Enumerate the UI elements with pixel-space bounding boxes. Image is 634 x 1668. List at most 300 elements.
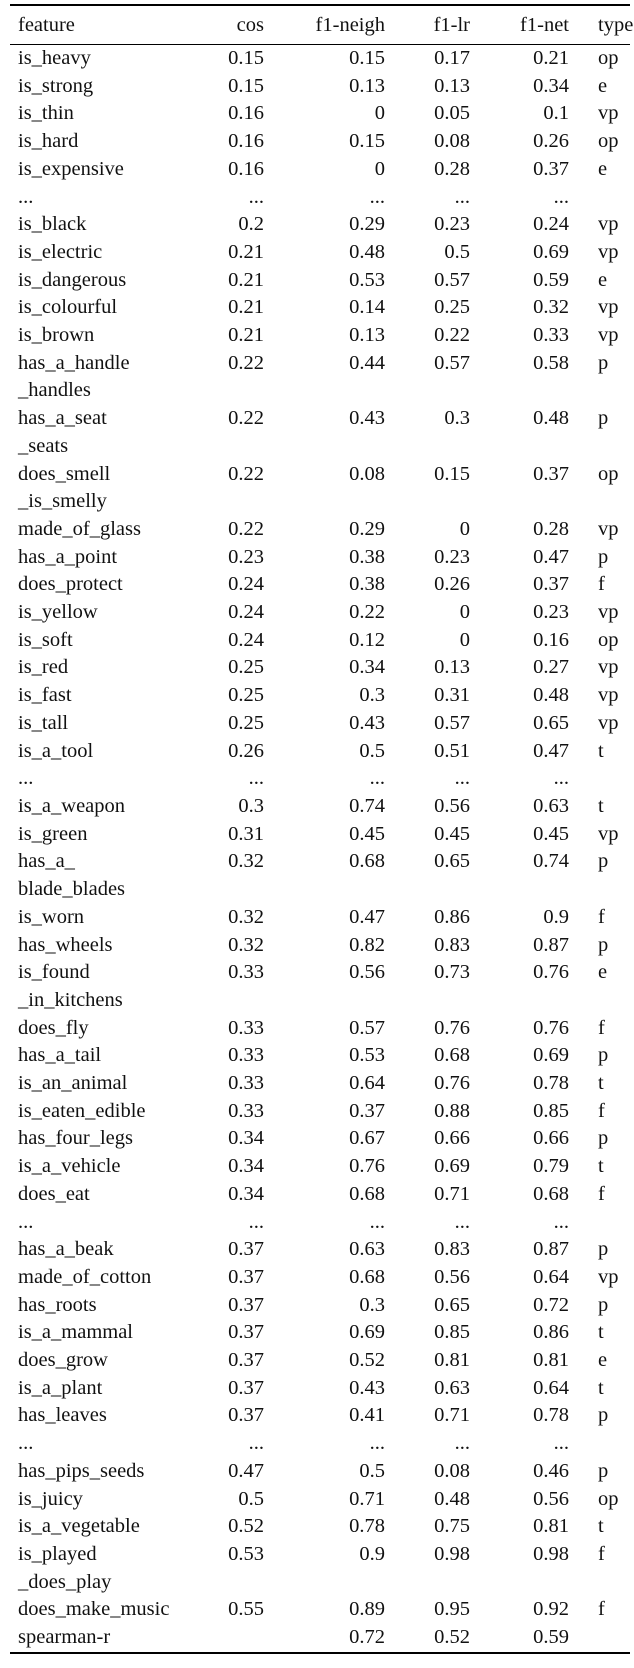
cell-type: p (598, 545, 609, 568)
cell-type (573, 184, 630, 212)
cell-f1-neigh: 0.76 (349, 1155, 385, 1178)
cell-cos: 0.21 (228, 240, 264, 263)
cell-f1-lr: 0.83 (434, 1238, 470, 1261)
feature-label-continued: _handles (18, 379, 91, 402)
cell-feature (10, 1402, 202, 1430)
cell-feature (10, 599, 202, 627)
cell-f1-net: 0.56 (533, 1487, 569, 1510)
cell-f1-lr: 0.86 (434, 905, 470, 928)
cell-f1-lr: 0.88 (434, 1099, 470, 1122)
cell-cos: 0.33 (228, 1044, 264, 1067)
cell-f1-neigh: 0.67 (349, 1127, 385, 1150)
cell-feature (10, 544, 202, 572)
cell-feature (10, 1181, 202, 1209)
cell-type: op (598, 130, 619, 153)
cell-cos: 0.22 (228, 351, 264, 374)
feature-label: is_juicy (18, 1487, 83, 1510)
cell-cos: 0.37 (228, 1238, 264, 1261)
feature-label: is_a_vegetable (18, 1515, 140, 1538)
feature-label: ... (18, 1210, 34, 1233)
cell-feature (10, 1292, 202, 1320)
cell-f1-net: 0.78 (533, 1404, 569, 1427)
cell-f1-net: 0.26 (533, 130, 569, 153)
cell-type: f (598, 1182, 605, 1205)
cell-f1-neigh: 0.68 (349, 1182, 385, 1205)
feature-label: does_eat (18, 1182, 90, 1205)
cell-cos: 0.15 (228, 74, 264, 97)
cell-feature (10, 184, 202, 212)
cell-type: e (598, 268, 608, 291)
cell-f1-lr: 0.45 (434, 822, 470, 845)
cell-cos: 0.24 (228, 573, 264, 596)
cell-feature (10, 1347, 202, 1375)
cell-f1-neigh: 0.53 (349, 1044, 385, 1067)
cell-type (573, 765, 630, 793)
cell-type: p (598, 1404, 609, 1427)
cell-cos: 0.37 (228, 1376, 264, 1399)
cell-feature (10, 350, 202, 405)
cell-f1-net: 0.37 (533, 157, 569, 180)
cell-f1-net: 0.85 (533, 1099, 569, 1122)
table-row (10, 267, 630, 295)
cell-f1-neigh: 0.38 (349, 573, 385, 596)
table-row (10, 1125, 630, 1153)
cell-f1-net: 0.47 (533, 739, 569, 762)
cell-f1-neigh: 0.48 (349, 240, 385, 263)
cell-f1-neigh: 0.63 (349, 1238, 385, 1261)
cell-feature (10, 156, 202, 184)
cell-feature (10, 793, 202, 821)
cell-feature (10, 654, 202, 682)
table-row (10, 821, 630, 849)
table-row (10, 1042, 630, 1070)
cell-feature (10, 627, 202, 655)
table-row (10, 1153, 630, 1181)
table-row (10, 294, 630, 322)
cell-f1-lr: ... (454, 767, 470, 790)
cell-feature (10, 461, 202, 516)
cell-type: e (598, 1349, 608, 1372)
feature-label: is_a_tool (18, 739, 94, 762)
cell-f1-neigh: 0.29 (349, 213, 385, 236)
cell-f1-lr: 0.28 (434, 157, 470, 180)
feature-label: ... (18, 767, 34, 790)
feature-label: is_red (18, 656, 69, 679)
cell-f1-neigh: 0.37 (349, 1099, 385, 1122)
table-row (10, 1015, 630, 1043)
cell-feature (10, 1486, 202, 1514)
cell-f1-lr: 0.05 (434, 102, 470, 125)
feature-label: is_an_animal (18, 1072, 128, 1095)
cell-type: vp (598, 240, 619, 263)
cell-feature (10, 1042, 202, 1070)
cell-cos: 0.24 (228, 601, 264, 624)
feature-label: is_a_vehicle (18, 1155, 121, 1178)
cell-f1-net: 0.45 (533, 822, 569, 845)
cell-f1-lr: 0.56 (434, 794, 470, 817)
table-row (10, 571, 630, 599)
cell-f1-lr: 0.57 (434, 268, 470, 291)
cell-f1-lr: 0.75 (434, 1515, 470, 1538)
table-row (10, 710, 630, 738)
cell-f1-net: 0.98 (533, 1542, 569, 1565)
table-row (10, 544, 630, 572)
cell-f1-net: 0.47 (533, 545, 569, 568)
cell-f1-lr: 0 (459, 628, 470, 651)
feature-label: does_protect (18, 573, 123, 596)
cell-cos: 0.16 (228, 157, 264, 180)
cell-cos: 0.21 (228, 268, 264, 291)
cell-f1-lr: 0.57 (434, 351, 470, 374)
cell-feature (10, 128, 202, 156)
cell-cos: 0.37 (228, 1293, 264, 1316)
feature-label: does_smell (18, 462, 111, 485)
cell-cos: 0.37 (228, 1404, 264, 1427)
feature-label: is_tall (18, 711, 69, 734)
cell-feature (10, 1624, 202, 1653)
cell-f1-lr: 0.76 (434, 1072, 470, 1095)
feature-label: has_roots (18, 1293, 97, 1316)
cell-f1-neigh: 0.78 (349, 1515, 385, 1538)
cell-cos: 0.34 (228, 1182, 264, 1205)
cell-f1-neigh: 0.68 (349, 850, 385, 873)
feature-label: made_of_glass (18, 517, 141, 540)
cell-f1-net: ... (553, 1210, 569, 1233)
cell-f1-neigh: ... (369, 1432, 385, 1455)
cell-f1-lr: 0.65 (434, 1293, 470, 1316)
feature-label: is_a_weapon (18, 794, 126, 817)
feature-label: has_four_legs (18, 1127, 134, 1150)
cell-type (573, 1624, 630, 1653)
cell-cos: 0.5 (238, 1487, 264, 1510)
table-row (10, 959, 630, 1014)
feature-label: is_yellow (18, 601, 98, 624)
cell-cos: 0.26 (228, 739, 264, 762)
cell-feature (10, 516, 202, 544)
cell-f1-lr: 0.71 (434, 1182, 470, 1205)
cell-feature (10, 1125, 202, 1153)
cell-f1-neigh: 0.29 (349, 517, 385, 540)
cell-cos: 0.22 (228, 462, 264, 485)
table-row (10, 128, 630, 156)
cell-f1-lr: 0.56 (434, 1265, 470, 1288)
feature-label: does_fly (18, 1016, 89, 1039)
cell-cos: 0.37 (228, 1265, 264, 1288)
table-row (10, 73, 630, 101)
cell-f1-neigh: 0.71 (349, 1487, 385, 1510)
cell-cos: 0.34 (228, 1155, 264, 1178)
feature-label-continued: _is_smelly (18, 490, 107, 513)
cell-cos: 0.32 (228, 905, 264, 928)
feature-label: is_black (18, 213, 87, 236)
cell-feature (10, 571, 202, 599)
cell-cos: 0.23 (228, 545, 264, 568)
feature-label: has_a_point (18, 545, 118, 568)
cell-feature (10, 239, 202, 267)
cell-f1-lr: 0.51 (434, 739, 470, 762)
cell-f1-lr: 0.63 (434, 1376, 470, 1399)
cell-cos: 0.52 (228, 1515, 264, 1538)
table-row (10, 1430, 630, 1458)
cell-f1-neigh: 0.45 (349, 822, 385, 845)
cell-feature (10, 1098, 202, 1126)
cell-type: e (598, 961, 608, 984)
cell-f1-net: ... (553, 767, 569, 790)
cell-f1-neigh: ... (369, 185, 385, 208)
cell-f1-neigh: 0.52 (349, 1349, 385, 1372)
table-header-row (10, 5, 630, 45)
header-f1-neigh: f1-neigh (315, 14, 385, 36)
cell-type: t (598, 794, 604, 817)
cell-feature (10, 682, 202, 710)
table-row (10, 461, 630, 516)
table-row (10, 848, 630, 903)
feature-label: ... (18, 1432, 34, 1455)
header-feature: feature (18, 14, 75, 36)
cell-type: vp (598, 822, 619, 845)
cell-feature (10, 211, 202, 239)
cell-f1-neigh: 0.47 (349, 905, 385, 928)
cell-f1-net: 0.69 (533, 1044, 569, 1067)
cell-f1-net: 0.1 (543, 102, 569, 125)
cell-type: f (598, 1099, 605, 1122)
cell-f1-neigh: 0.44 (349, 351, 385, 374)
cell-type: e (598, 74, 608, 97)
table-row (10, 405, 630, 460)
cell-f1-net: 0.59 (533, 268, 569, 291)
cell-f1-neigh: 0 (374, 102, 385, 125)
cell-f1-net: 0.66 (533, 1127, 569, 1150)
cell-f1-lr: 0.48 (434, 1487, 470, 1510)
cell-feature (10, 959, 202, 1014)
cell-f1-net: 0.68 (533, 1182, 569, 1205)
cell-f1-net: 0.16 (533, 628, 569, 651)
cell-f1-net: ... (553, 1432, 569, 1455)
cell-f1-lr: 0.23 (434, 545, 470, 568)
cell-f1-net: 0.76 (533, 961, 569, 984)
feature-label: is_strong (18, 74, 94, 97)
table-row (10, 904, 630, 932)
cell-f1-lr: 0.31 (434, 684, 470, 707)
cell-type: vp (598, 601, 619, 624)
cell-f1-lr: 0.22 (434, 324, 470, 347)
results-table-container (10, 4, 634, 1654)
table-row (10, 1292, 630, 1320)
cell-type: p (598, 850, 609, 873)
cell-type: p (598, 351, 609, 374)
table-row (10, 1070, 630, 1098)
cell-f1-net: 0.37 (533, 573, 569, 596)
header-f1-lr: f1-lr (433, 14, 470, 36)
table-row (10, 239, 630, 267)
cell-type: e (598, 157, 608, 180)
cell-type: p (598, 1238, 609, 1261)
feature-label: is_dangerous (18, 268, 127, 291)
cell-f1-neigh: 0.34 (349, 656, 385, 679)
cell-f1-neigh: 0.56 (349, 961, 385, 984)
cell-cos: 0.16 (228, 102, 264, 125)
cell-type: p (598, 407, 609, 430)
cell-type: f (598, 1016, 605, 1039)
feature-label: is_soft (18, 628, 73, 651)
cell-feature (10, 267, 202, 295)
cell-cos: 0.53 (228, 1542, 264, 1565)
cell-feature (10, 100, 202, 128)
feature-label-continued: _seats (18, 434, 69, 457)
cell-f1-neigh: 0.14 (349, 296, 385, 319)
cell-f1-neigh: ... (369, 767, 385, 790)
cell-type: p (598, 1459, 609, 1482)
cell-feature (10, 1153, 202, 1181)
cell-feature (10, 1541, 202, 1596)
cell-type: op (598, 47, 619, 69)
cell-f1-lr: 0.83 (434, 933, 470, 956)
cell-type: p (598, 933, 609, 956)
cell-cos: 0.3 (238, 794, 264, 817)
cell-f1-neigh: 0.22 (349, 601, 385, 624)
cell-f1-net: ... (553, 185, 569, 208)
cell-f1-neigh: 0.13 (349, 324, 385, 347)
feature-label: is_a_mammal (18, 1321, 134, 1344)
feature-label: has_a_seat (18, 407, 107, 430)
cell-f1-net: 0.48 (533, 407, 569, 430)
cell-type: t (598, 739, 604, 762)
cell-type: t (598, 1515, 604, 1538)
cell-f1-lr: 0.5 (444, 240, 470, 263)
cell-cos: ... (248, 767, 264, 790)
cell-feature (10, 1513, 202, 1541)
cell-type: t (598, 1155, 604, 1178)
feature-label: ... (18, 185, 34, 208)
cell-f1-lr: 0.69 (434, 1155, 470, 1178)
table-row (10, 211, 630, 239)
cell-f1-net: 0.48 (533, 684, 569, 707)
cell-f1-lr: 0.66 (434, 1127, 470, 1150)
cell-f1-lr: 0.57 (434, 711, 470, 734)
table-row (10, 1624, 630, 1653)
cell-feature (10, 1596, 202, 1624)
cell-feature (10, 932, 202, 960)
feature-label: is_electric (18, 240, 103, 263)
cell-f1-lr: 0.98 (434, 1542, 470, 1565)
table-row (10, 350, 630, 405)
cell-f1-lr: 0.13 (434, 656, 470, 679)
cell-f1-net: 0.87 (533, 1238, 569, 1261)
cell-feature (10, 821, 202, 849)
cell-type: vp (598, 296, 619, 319)
table-body (10, 45, 630, 1653)
cell-f1-net: 0.59 (533, 1626, 569, 1649)
cell-cos: 0.32 (228, 850, 264, 873)
cell-f1-neigh: 0.64 (349, 1072, 385, 1095)
cell-feature (10, 1458, 202, 1486)
feature-label: has_a_ (18, 850, 75, 873)
cell-feature (10, 1264, 202, 1292)
cell-cos: 0.22 (228, 407, 264, 430)
cell-f1-neigh: 0 (374, 157, 385, 180)
cell-feature (10, 1209, 202, 1237)
cell-type: p (598, 1044, 609, 1067)
cell-f1-neigh: 0.53 (349, 268, 385, 291)
table-row (10, 738, 630, 766)
cell-type: vp (598, 656, 619, 679)
cell-feature (10, 904, 202, 932)
cell-cos: 0.55 (228, 1598, 264, 1621)
feature-label: is_heavy (18, 47, 91, 69)
cell-type: f (598, 573, 605, 596)
table-row (10, 1209, 630, 1237)
cell-f1-neigh: 0.12 (349, 628, 385, 651)
cell-cos: 0.21 (228, 324, 264, 347)
cell-f1-neigh: 0.5 (359, 1459, 385, 1482)
cell-cos: ... (248, 1210, 264, 1233)
cell-f1-lr: 0.76 (434, 1016, 470, 1039)
cell-f1-lr: 0.23 (434, 213, 470, 236)
cell-f1-neigh: 0.82 (349, 933, 385, 956)
cell-f1-lr: 0.73 (434, 961, 470, 984)
cell-f1-lr: 0.17 (434, 47, 470, 69)
feature-results-table (10, 4, 634, 1654)
feature-label: is_brown (18, 324, 95, 347)
cell-cos: 0.21 (228, 296, 264, 319)
cell-cos: 0.15 (228, 47, 264, 69)
table-row (10, 156, 630, 184)
cell-type (573, 1209, 630, 1237)
cell-f1-net: 0.74 (533, 850, 569, 873)
table-row (10, 45, 630, 73)
cell-f1-net: 0.65 (533, 711, 569, 734)
cell-feature (10, 322, 202, 350)
feature-label: is_hard (18, 130, 79, 153)
cell-cos: 0.25 (228, 684, 264, 707)
table-row (10, 516, 630, 544)
cell-f1-lr: 0.68 (434, 1044, 470, 1067)
table-row (10, 932, 630, 960)
table-row (10, 184, 630, 212)
cell-f1-neigh: 0.69 (349, 1321, 385, 1344)
feature-label: is_colourful (18, 296, 118, 319)
table-row (10, 322, 630, 350)
cell-f1-neigh: 0.15 (349, 130, 385, 153)
cell-feature (10, 73, 202, 101)
cell-cos: 0.22 (228, 517, 264, 540)
table-row (10, 1236, 630, 1264)
cell-type: vp (598, 1265, 619, 1288)
cell-f1-lr: ... (454, 185, 470, 208)
cell-type: f (598, 905, 605, 928)
cell-type: p (598, 1127, 609, 1150)
cell-f1-lr: 0.13 (434, 74, 470, 97)
cell-feature (10, 1375, 202, 1403)
cell-f1-net: 0.28 (533, 517, 569, 540)
cell-type: vp (598, 711, 619, 734)
cell-cos: 0.33 (228, 1016, 264, 1039)
cell-type: vp (598, 684, 619, 707)
table-row (10, 793, 630, 821)
cell-type: f (598, 1542, 605, 1565)
cell-f1-net: 0.46 (533, 1459, 569, 1482)
feature-label: is_thin (18, 102, 74, 125)
cell-f1-net: 0.76 (533, 1016, 569, 1039)
feature-label: has_leaves (18, 1404, 107, 1427)
cell-f1-net: 0.33 (533, 324, 569, 347)
cell-f1-net: 0.24 (533, 213, 569, 236)
cell-f1-net: 0.87 (533, 933, 569, 956)
table-row (10, 1402, 630, 1430)
cell-type: t (598, 1321, 604, 1344)
table-row (10, 1181, 630, 1209)
table-row (10, 1319, 630, 1347)
